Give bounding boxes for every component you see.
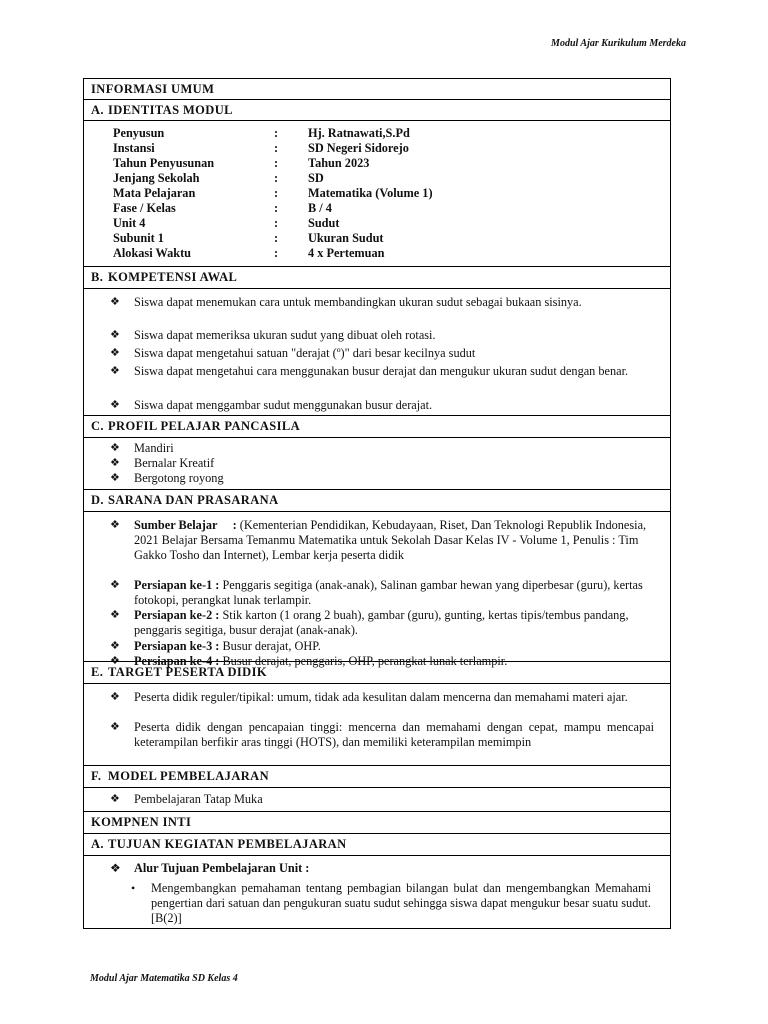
dot-bullet-icon: • <box>131 881 136 895</box>
diamond-bullet-icon: ❖ <box>110 793 120 805</box>
resource-label: Persiapan ke-4 : <box>134 654 220 668</box>
colon: : <box>274 141 279 155</box>
section-title: TUJUAN KEGIATAN PEMBELAJARAN <box>108 837 347 851</box>
diamond-bullet-icon: ❖ <box>110 861 121 875</box>
list-item-text: Siswa dapat mengetahui satuan "derajat (º)" dari besar kecilnya sudut <box>134 346 476 360</box>
section-number: C. <box>91 419 104 433</box>
resource-text: Penggaris segitiga (anak-anak), Salinan gambar hewan yang diperbesar (guru), kertas fotokopi, perangkat lunak terlampir. <box>134 578 643 607</box>
resource-text: Stik karton (1 orang 2 buah), gambar (guru), gunting, kertas tipis/tembus pandang, penggaris segitiga, busur derajat (anak-anak). <box>134 608 629 637</box>
resource-label: Sumber Belajar : <box>134 518 237 532</box>
list-item-text: Peserta didik reguler/tipikal: umum, tidak ada kesulitan dalam mencerna dan memahami materi ajar. <box>134 690 628 704</box>
colon: : <box>274 231 279 245</box>
identity-label: Jenjang Sekolah <box>113 171 200 185</box>
list-item-text <box>134 639 654 654</box>
list-item-text: Pembelajaran Tatap Muka <box>134 792 263 806</box>
identity-value: Tahun 2023 <box>308 156 370 170</box>
identity-label: Penyusun <box>113 126 165 140</box>
section-number: A. <box>91 102 104 117</box>
section-title: PROFIL PELAJAR PANCASILA <box>108 419 301 433</box>
kompetensi-body <box>84 289 670 416</box>
colon: : <box>274 216 279 230</box>
section-target-peserta <box>84 662 670 684</box>
section-komponen-inti <box>84 812 670 834</box>
section-title: INFORMASI UMUM <box>91 81 215 96</box>
diamond-bullet-icon: ❖ <box>110 640 120 652</box>
section-title: KOMPETENSI AWAL <box>108 270 238 284</box>
identity-label: Fase / Kelas <box>113 201 176 215</box>
section-model-pembelajaran <box>84 766 670 788</box>
section-number: A. <box>91 837 104 851</box>
section-number: F. <box>91 769 102 783</box>
identity-value: Ukuran Sudut <box>308 231 384 245</box>
list-item-text <box>134 518 654 563</box>
list-item-text: Siswa dapat mengetahui cara menggunakan busur derajat dan mengukur ukuran sudut dengan benar. <box>134 364 629 378</box>
list-item-text: Bernalar Kreatif <box>134 456 215 470</box>
diamond-bullet-icon: ❖ <box>110 579 120 591</box>
resource-text: (Kementerian Pendidikan, Kebudayaan, Riset, Dan Teknologi Republik Indonesia, 2021 Belajar Bersama Temanmu Matematika untuk Sekolah Dasar Kelas IV - Volume 1, Penulis : Tim Gakko Tosho dan Internet), Lembar kerja peserta didik <box>134 518 647 562</box>
identity-value: SD <box>308 171 324 185</box>
section-number: D. <box>91 493 104 507</box>
identity-label: Alokasi Waktu <box>113 246 192 260</box>
colon: : <box>274 201 279 215</box>
diamond-bullet-icon: ❖ <box>110 721 120 733</box>
section-title: MODEL PEMBELAJARAN <box>108 769 270 783</box>
diamond-bullet-icon: ❖ <box>110 296 120 308</box>
diamond-bullet-icon: ❖ <box>110 442 120 454</box>
resource-text: Busur derajat, OHP. <box>219 639 321 653</box>
section-title: KOMPNEN INTI <box>91 815 192 829</box>
diamond-bullet-icon: ❖ <box>110 329 120 341</box>
resource-label: Persiapan ke-3 : <box>134 639 220 653</box>
identity-value: Sudut <box>308 216 340 230</box>
resource-label: Persiapan ke-1 : <box>134 578 220 592</box>
list-item-text: Mandiri <box>134 441 174 455</box>
section-sarana-prasarana <box>84 490 670 512</box>
colon: : <box>274 171 279 185</box>
colon: : <box>274 186 279 200</box>
section-title: TARGET PESERTA DIDIK <box>108 665 267 679</box>
identity-label: Mata Pelajaran <box>113 186 196 200</box>
identity-value: Matematika (Volume 1) <box>308 186 433 200</box>
section-profil-pelajar <box>84 416 670 438</box>
section-tujuan-kegiatan <box>84 834 670 856</box>
list-item-text: Peserta didik dengan pencapaian tinggi: mencerna dan memahami dengan cepat, mampu mencapai keterampilan berfikir aras tinggi (HOTS), dan memiliki keterampilan memimpin <box>134 720 654 749</box>
list-item-text <box>134 608 654 638</box>
diamond-bullet-icon: ❖ <box>110 365 120 377</box>
identitas-body <box>84 121 670 267</box>
identity-value: 4 x Pertemuan <box>308 246 385 260</box>
tujuan-body <box>84 856 670 928</box>
identity-value: B / 4 <box>308 201 332 215</box>
identity-value: SD Negeri Sidorejo <box>308 141 409 155</box>
diamond-bullet-icon: ❖ <box>110 519 120 531</box>
identity-label: Subunit 1 <box>113 231 164 245</box>
target-body <box>84 684 670 766</box>
diamond-bullet-icon: ❖ <box>110 691 120 703</box>
section-title: IDENTITAS MODUL <box>108 102 233 117</box>
section-number: B. <box>91 270 104 284</box>
resource-text: Busur derajat, penggaris, OHP, perangkat lunak terlampir. <box>219 654 508 668</box>
diamond-bullet-icon: ❖ <box>110 472 120 484</box>
list-item-text: Siswa dapat menemukan cara untuk membandingkan ukuran sudut sebagai bukaan sisinya. <box>134 295 582 309</box>
identity-label: Unit 4 <box>113 216 146 230</box>
section-title: SARANA DAN PRASARANA <box>108 493 279 507</box>
sarana-body <box>84 512 670 668</box>
identity-value: Hj. Ratnawati,S.Pd <box>308 126 410 140</box>
list-item-text: Bergotong royong <box>134 471 224 485</box>
list-item-text: Siswa dapat menggambar sudut menggunakan busur derajat. <box>134 398 433 412</box>
diamond-bullet-icon: ❖ <box>110 457 120 469</box>
list-item-text: Siswa dapat memeriksa ukuran sudut yang dibuat oleh rotasi. <box>134 328 436 342</box>
module-table <box>83 78 671 929</box>
section-number: E. <box>91 665 104 679</box>
colon: : <box>274 126 279 140</box>
section-identitas-modul <box>84 100 670 121</box>
alur-label: Alur Tujuan Pembelajaran Unit : <box>134 861 310 875</box>
diamond-bullet-icon: ❖ <box>110 609 120 621</box>
running-header: Modul Ajar Kurikulum Merdeka <box>551 38 686 49</box>
colon: : <box>274 246 279 260</box>
model-body <box>84 788 670 812</box>
identity-label: Instansi <box>113 141 155 155</box>
profil-body <box>84 438 670 490</box>
section-informasi-umum <box>84 79 670 100</box>
colon: : <box>274 156 279 170</box>
diamond-bullet-icon: ❖ <box>110 655 120 667</box>
section-kompetensi-awal <box>84 267 670 289</box>
identity-label: Tahun Penyusunan <box>113 156 215 170</box>
resource-label: Persiapan ke-2 : <box>134 608 220 622</box>
running-footer: Modul Ajar Matematika SD Kelas 4 <box>90 973 238 984</box>
list-item-text: Mengembangkan pemahaman tentang pembagian bilangan bulat dan mengembangkan Memahami pengertian dari satuan dan pengukuran suatu sudut sehingga siswa dapat mengukur besar suatu sudut. [B(2)] <box>151 881 651 925</box>
diamond-bullet-icon: ❖ <box>110 347 120 359</box>
diamond-bullet-icon: ❖ <box>110 399 120 411</box>
list-item-text <box>134 578 654 608</box>
